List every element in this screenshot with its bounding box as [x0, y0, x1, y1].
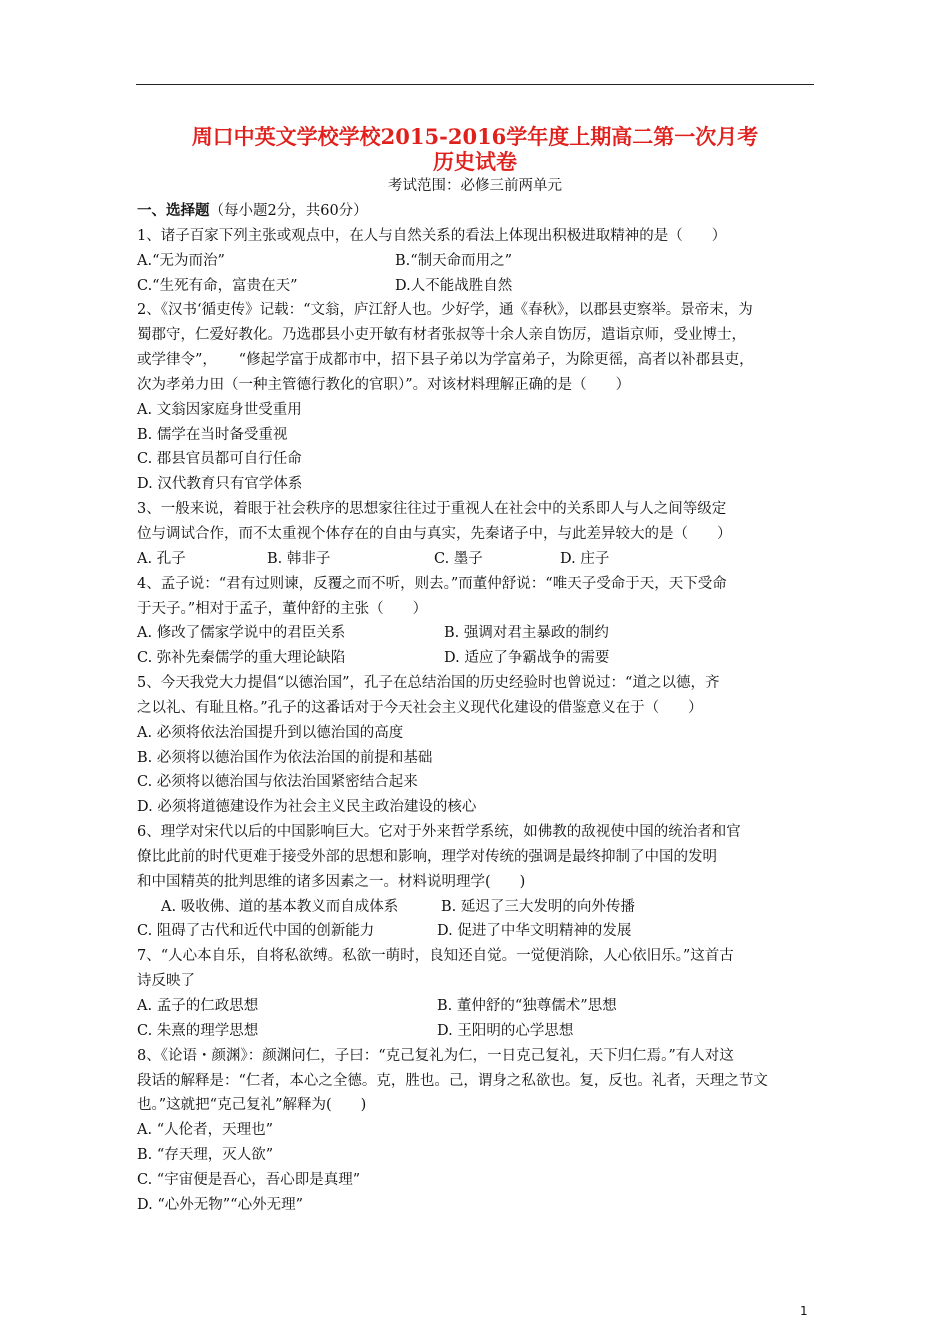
exam-title: 周口中英文学校学校2015-2016学年度上期高二第一次月考: [191, 124, 759, 149]
question-8-stem: 8、《论语・颜渊》：颜渊问仁，子曰：“克己复礼为仁，一日克己复礼，天下归仁焉。”有人对这: [137, 1047, 734, 1064]
option: B. 必须将以德治国作为依法治国的前提和基础: [137, 749, 433, 766]
question-3-stem: 3、一般来说，着眼于社会秩序的思想家往往过于重视人在社会中的关系即人与人之间等级定: [137, 501, 727, 518]
option: B. 延迟了三大发明的向外传播: [441, 898, 635, 915]
question-4-stem: 4、孟子说：“君有过则谏，反覆之而不听，则去。”而董仲舒说：“唯天子受命于天，天下受命: [137, 575, 727, 592]
option-row: [137, 274, 817, 299]
option: A. 修改了儒家学说中的君臣关系: [137, 625, 346, 642]
option-row: [137, 919, 817, 944]
question-3-stem: 位与调试合作，而不太重视个体存在的自由与真实，先秦诸子中，与此差异较大的是（ ）: [137, 525, 732, 542]
option-row: [137, 547, 817, 572]
question-8-stem: 也。”这就把“克己复礼”解释为( ): [137, 1097, 367, 1114]
question-6-stem: 6、理学对宋代以后的中国影响巨大。它对于外来哲学系统，如佛教的敌视使中国的统治者和官: [137, 824, 741, 841]
section-note: （每小题2分，共60分）: [209, 203, 368, 219]
option: D. 必须将道德建设作为社会主义民主政治建设的核心: [137, 799, 477, 816]
option: A. 孔子: [137, 550, 186, 567]
section-heading: [137, 199, 817, 224]
option: D. “心外无物”“心外无理”: [137, 1196, 303, 1213]
option-row: [137, 994, 817, 1019]
option: A. 吸收佛、道的基本教义而自成体系: [161, 898, 399, 915]
option-row: [137, 621, 817, 646]
question-2-stem: 蜀郡守，仁爱好教化。乃选郡县小吏开敏有材者张叔等十余人亲自饬厉，遣诣京师，受业博士，: [137, 327, 746, 344]
question-6-stem: 僚比此前的时代更难于接受外部的思想和影响，理学对传统的强调是最终抑制了中国的发明: [137, 848, 717, 865]
question-6-stem: 和中国精英的批判思维的诸多因素之一。材料说明理学( ): [137, 873, 526, 890]
exam-body: [137, 199, 817, 1218]
question-5-stem: 5、今天我党大力提倡“以德治国”，孔子在总结治国的历史经验时也曾说过：“道之以德，齐: [137, 675, 720, 692]
option-row: [137, 249, 817, 274]
option: C. 朱熹的理学思想: [137, 1022, 259, 1039]
option-row: [137, 1019, 817, 1044]
option: A. 文翁因家庭身世受重用: [137, 401, 302, 418]
option: C. 弥补先秦儒学的重大理论缺陷: [137, 650, 346, 667]
page-number: 1: [800, 1304, 808, 1318]
question-7-stem: 诗反映了: [137, 973, 195, 990]
section-title: 一、选择题: [137, 202, 210, 219]
option: C.“生死有命，富贵在天”: [137, 277, 298, 294]
question-7-stem: 7、“人心本自乐，自将私欲缚。私欲一萌时，良知还自觉。一觉便消除，人心依旧乐。”这首古: [137, 948, 734, 965]
option: C. “宇宙便是吾心，吾心即是真理”: [137, 1171, 361, 1188]
option: B. 韩非子: [267, 550, 331, 567]
option: D. 适应了争霸战争的需要: [444, 650, 610, 667]
option: D. 庄子: [560, 550, 610, 567]
option: B.“制天命而用之”: [395, 252, 513, 269]
question-8-stem: 段话的解释是：“仁者，本心之全德。克，胜也。己，谓身之私欲也。复，反也。礼者，天理之节文: [137, 1072, 768, 1089]
question-2-stem: 2、《汉书‘循吏传》记载：“文翁，庐江舒人也。少好学，通《春秋》，以郡县吏察举。景帝末，为: [137, 302, 753, 319]
header-rule: [136, 84, 814, 85]
option: C. 必须将以德治国与依法治国紧密结合起来: [137, 774, 418, 791]
question-2-stem: 或学律令”， “修起学富于成都市中，招下县子弟以为学富弟子，为除更徭，高者以补郡县吏，: [137, 352, 754, 369]
option: D. 王阳明的心学思想: [437, 1022, 574, 1039]
option: C. 郡县官员都可自行任命: [137, 451, 302, 468]
option: A. 必须将依法治国提升到以德治国的高度: [137, 724, 404, 741]
option: B. “存天理，灭人欲”: [137, 1147, 274, 1164]
option: B. 董仲舒的“独尊儒术”思想: [437, 998, 617, 1014]
option: D.人不能战胜自然: [395, 277, 513, 294]
option: D. 汉代教育只有官学体系: [137, 476, 303, 493]
option: A. 孟子的仁政思想: [137, 998, 259, 1014]
option: B. 强调对君主暴政的制约: [444, 625, 609, 642]
option: C. 阻碍了古代和近代中国的创新能力: [137, 923, 375, 940]
exam-subject: 历史试卷: [433, 149, 517, 174]
option: D. 促进了中华文明精神的发展: [437, 923, 632, 940]
option: A.“无为而治”: [137, 252, 225, 269]
option-row: [137, 895, 817, 920]
question-4-stem: 于天子。”相对于孟子，董仲舒的主张（ ）: [137, 600, 428, 617]
option-row: [137, 646, 817, 671]
option: C. 墨子: [434, 550, 483, 567]
option: A. “人伦者，天理也”: [137, 1122, 274, 1139]
option: B. 儒学在当时备受重视: [137, 426, 288, 443]
question-1-stem: 1、诸子百家下列主张或观点中，在人与自然关系的看法上体现出积极进取精神的是（ ）: [137, 227, 727, 244]
question-2-stem: 次为孝弟力田（一种主管德行教化的官职）”。对该材料理解正确的是（ ）: [137, 376, 631, 393]
question-5-stem: 之以礼、有耻且格。”孔子的这番话对于今天社会主义现代化建设的借鉴意义在于（ ）: [137, 699, 703, 716]
exam-range: 考试范围：必修三前两单元: [388, 178, 562, 194]
